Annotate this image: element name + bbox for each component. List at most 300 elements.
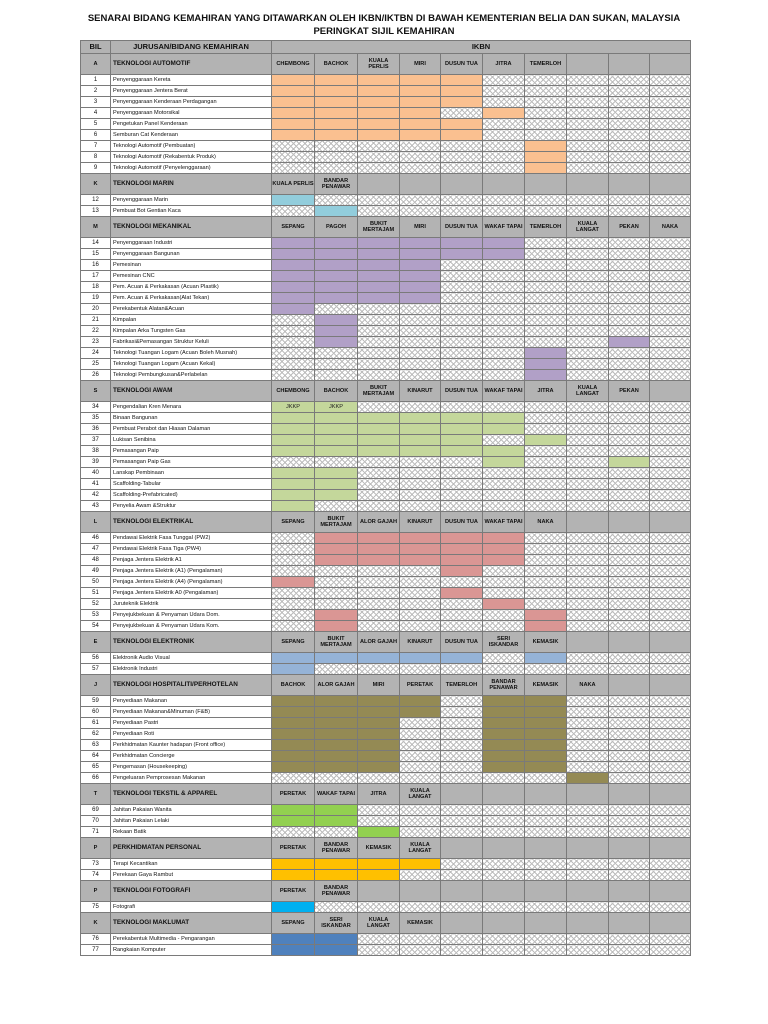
field-name: Penjaga Jentera Elektrik (A4) (Pengalaman) (111, 577, 272, 588)
not-offered-cell (483, 827, 525, 838)
table-row (81, 304, 691, 315)
not-offered-cell (650, 490, 691, 501)
row-number: 59 (81, 696, 111, 707)
institute-header: SEPANG (272, 632, 315, 653)
institute-header: SERI ISKANDAR (483, 632, 525, 653)
offered-cell (315, 293, 358, 304)
offered-cell (358, 446, 400, 457)
table-row (81, 621, 691, 632)
offered-cell (400, 707, 441, 718)
row-number: 54 (81, 621, 111, 632)
section-title: TEKNOLOGI MAKLUMAT (111, 913, 272, 934)
not-offered-cell (567, 859, 609, 870)
not-offered-cell (650, 718, 691, 729)
offered-cell (441, 130, 483, 141)
institute-header: KUALA LANGAT (400, 784, 441, 805)
not-offered-cell (609, 816, 650, 827)
page-title (0, 12, 768, 38)
offered-cell (315, 206, 358, 217)
offered-cell (441, 435, 483, 446)
not-offered-cell (400, 337, 441, 348)
not-offered-cell (525, 773, 567, 784)
not-offered-cell (650, 435, 691, 446)
not-offered-cell (567, 108, 609, 119)
field-name: Pemasangan Paip Gas (111, 457, 272, 468)
not-offered-cell (315, 152, 358, 163)
not-offered-cell (567, 206, 609, 217)
institute-header (358, 174, 400, 195)
offered-cell (315, 413, 358, 424)
not-offered-cell (525, 206, 567, 217)
table-row (81, 773, 691, 784)
not-offered-cell (315, 773, 358, 784)
field-name: Jahitan Pakaian Lelaki (111, 816, 272, 827)
offered-cell (315, 260, 358, 271)
not-offered-cell (567, 163, 609, 174)
not-offered-cell (315, 902, 358, 913)
not-offered-cell (567, 599, 609, 610)
institute-header: KEMASIK (400, 913, 441, 934)
section-title: TEKNOLOGI AWAM (111, 381, 272, 402)
institute-header: PERETAK (272, 881, 315, 902)
not-offered-cell (400, 902, 441, 913)
not-offered-cell (650, 740, 691, 751)
not-offered-cell (650, 348, 691, 359)
offered-cell (483, 740, 525, 751)
not-offered-cell (567, 402, 609, 413)
not-offered-cell (609, 238, 650, 249)
bil-header: BIL (81, 41, 111, 54)
offered-cell (483, 544, 525, 555)
not-offered-cell (609, 588, 650, 599)
offered-cell (609, 457, 650, 468)
institute-header: TEMERLOH (525, 54, 567, 75)
not-offered-cell (400, 468, 441, 479)
not-offered-cell (650, 479, 691, 490)
table-row (81, 555, 691, 566)
not-offered-cell (525, 588, 567, 599)
field-name: Teknologi Automotif (Penyelenggaraan) (111, 163, 272, 174)
not-offered-cell (525, 282, 567, 293)
not-offered-cell (650, 859, 691, 870)
section-header-row (81, 512, 691, 533)
not-offered-cell (483, 152, 525, 163)
institute-header (650, 881, 691, 902)
offered-cell (315, 707, 358, 718)
offered-cell (358, 86, 400, 97)
table-row (81, 108, 691, 119)
section-header-row (81, 881, 691, 902)
not-offered-cell (315, 664, 358, 675)
field-name: Penyelia Awam &Struktur (111, 501, 272, 512)
not-offered-cell (358, 566, 400, 577)
not-offered-cell (483, 566, 525, 577)
not-offered-cell (609, 370, 650, 381)
row-number: 39 (81, 457, 111, 468)
not-offered-cell (400, 457, 441, 468)
not-offered-cell (441, 621, 483, 632)
offered-cell (272, 653, 315, 664)
row-number: 22 (81, 326, 111, 337)
institute-header: KEMASIK (525, 675, 567, 696)
row-number: 13 (81, 206, 111, 217)
not-offered-cell (650, 805, 691, 816)
offered-cell (441, 555, 483, 566)
not-offered-cell (400, 718, 441, 729)
not-offered-cell (650, 130, 691, 141)
not-offered-cell (483, 859, 525, 870)
row-number: 3 (81, 97, 111, 108)
field-name: Teknologi Tuangan Logam (Acuan Boleh Musnah) (111, 348, 272, 359)
not-offered-cell (525, 304, 567, 315)
institute-header (650, 54, 691, 75)
offered-cell (483, 238, 525, 249)
not-offered-cell (358, 315, 400, 326)
offered-cell (483, 108, 525, 119)
table-row (81, 195, 691, 206)
row-number: 50 (81, 577, 111, 588)
not-offered-cell (567, 566, 609, 577)
offered-cell (358, 424, 400, 435)
row-number: 46 (81, 533, 111, 544)
offered-cell (272, 249, 315, 260)
institute-header (609, 838, 650, 859)
not-offered-cell (272, 588, 315, 599)
offered-cell (272, 479, 315, 490)
not-offered-cell (567, 86, 609, 97)
not-offered-cell (650, 163, 691, 174)
offered-cell (358, 238, 400, 249)
not-offered-cell (272, 533, 315, 544)
offered-cell (358, 130, 400, 141)
not-offered-cell (650, 555, 691, 566)
offered-cell (272, 130, 315, 141)
not-offered-cell (272, 610, 315, 621)
not-offered-cell (272, 773, 315, 784)
institute-header: CHEMBONG (272, 54, 315, 75)
not-offered-cell (358, 370, 400, 381)
not-offered-cell (272, 326, 315, 337)
not-offered-cell (609, 945, 650, 956)
institute-header: BANDAR PENAWAR (315, 174, 358, 195)
institute-header (650, 675, 691, 696)
not-offered-cell (567, 827, 609, 838)
institute-header (609, 881, 650, 902)
row-number: 25 (81, 359, 111, 370)
not-offered-cell (567, 152, 609, 163)
field-name: Penyediaan Roti (111, 729, 272, 740)
table-row (81, 468, 691, 479)
field-name: Perkhidmatan Concierge (111, 751, 272, 762)
offered-cell (441, 119, 483, 130)
not-offered-cell (400, 359, 441, 370)
institute-header (650, 174, 691, 195)
not-offered-cell (525, 97, 567, 108)
institute-header: NAKA (525, 512, 567, 533)
institute-header: KINARUT (400, 512, 441, 533)
not-offered-cell (525, 315, 567, 326)
institute-header: BACHOK (315, 54, 358, 75)
table-row (81, 457, 691, 468)
institute-header (400, 174, 441, 195)
offered-cell (315, 696, 358, 707)
field-name: Teknologi Automotif (Rekabentuk Produk) (111, 152, 272, 163)
offered-cell (441, 75, 483, 86)
institute-header: PERETAK (272, 838, 315, 859)
offered-cell (525, 718, 567, 729)
offered-cell (272, 424, 315, 435)
field-name: Elektronik Audio Visual (111, 653, 272, 664)
not-offered-cell (483, 664, 525, 675)
table-row (81, 260, 691, 271)
table-row (81, 740, 691, 751)
not-offered-cell (567, 805, 609, 816)
row-number: 12 (81, 195, 111, 206)
table-row (81, 945, 691, 956)
institute-header: BACHOK (315, 381, 358, 402)
table-row (81, 163, 691, 174)
offered-cell (315, 119, 358, 130)
not-offered-cell (483, 304, 525, 315)
row-number: 60 (81, 707, 111, 718)
institute-header (650, 512, 691, 533)
offered-cell (315, 271, 358, 282)
institute-header (650, 784, 691, 805)
not-offered-cell (483, 479, 525, 490)
not-offered-cell (441, 293, 483, 304)
row-number: 77 (81, 945, 111, 956)
offered-cell (400, 696, 441, 707)
table-row (81, 86, 691, 97)
not-offered-cell (525, 260, 567, 271)
field-name: Rangkaian Komputer (111, 945, 272, 956)
not-offered-cell (609, 610, 650, 621)
offered-cell (441, 544, 483, 555)
offered-cell (441, 653, 483, 664)
not-offered-cell (525, 119, 567, 130)
section-title: TEKNOLOGI FOTOGRAFI (111, 881, 272, 902)
field-name: Pemasangan Paip (111, 446, 272, 457)
table-row (81, 653, 691, 664)
not-offered-cell (650, 119, 691, 130)
not-offered-cell (525, 859, 567, 870)
not-offered-cell (272, 827, 315, 838)
not-offered-cell (650, 664, 691, 675)
not-offered-cell (441, 945, 483, 956)
not-offered-cell (400, 773, 441, 784)
not-offered-cell (441, 304, 483, 315)
not-offered-cell (567, 282, 609, 293)
row-number: 7 (81, 141, 111, 152)
institute-header: KINARUT (400, 632, 441, 653)
not-offered-cell (525, 130, 567, 141)
offered-cell (358, 108, 400, 119)
field-name: Penyenggaraan Motorsikal (111, 108, 272, 119)
not-offered-cell (609, 533, 650, 544)
not-offered-cell (315, 577, 358, 588)
institute-header: DUSUN TUA (441, 217, 483, 238)
not-offered-cell (567, 249, 609, 260)
institute-header: KUALA PERLIS (358, 54, 400, 75)
offered-cell (315, 86, 358, 97)
field-name: Pendawai Elektrik Fasa Tiga (PW4) (111, 544, 272, 555)
offered-cell (400, 413, 441, 424)
not-offered-cell (315, 501, 358, 512)
not-offered-cell (525, 293, 567, 304)
institute-header: KUALA PERLIS (272, 174, 315, 195)
not-offered-cell (609, 740, 650, 751)
not-offered-cell (650, 468, 691, 479)
institute-header: PEKAN (609, 217, 650, 238)
not-offered-cell (483, 206, 525, 217)
not-offered-cell (650, 315, 691, 326)
field-name: Elektronik Industri (111, 664, 272, 675)
not-offered-cell (441, 282, 483, 293)
not-offered-cell (483, 816, 525, 827)
row-number: 16 (81, 260, 111, 271)
offered-cell (400, 260, 441, 271)
not-offered-cell (525, 195, 567, 206)
not-offered-cell (483, 293, 525, 304)
institute-header (441, 913, 483, 934)
not-offered-cell (609, 902, 650, 913)
not-offered-cell (525, 664, 567, 675)
offered-cell (358, 97, 400, 108)
institute-header (441, 881, 483, 902)
offered-cell (441, 533, 483, 544)
offered-cell (358, 718, 400, 729)
not-offered-cell (525, 870, 567, 881)
not-offered-cell (567, 141, 609, 152)
not-offered-cell (441, 718, 483, 729)
not-offered-cell (525, 86, 567, 97)
not-offered-cell (441, 599, 483, 610)
offered-cell (441, 566, 483, 577)
not-offered-cell (525, 402, 567, 413)
institute-header: PERETAK (400, 675, 441, 696)
offered-cell (315, 870, 358, 881)
offered-cell (358, 435, 400, 446)
not-offered-cell (400, 315, 441, 326)
not-offered-cell (567, 664, 609, 675)
offered-cell (525, 762, 567, 773)
not-offered-cell (525, 555, 567, 566)
not-offered-cell (441, 490, 483, 501)
offered-cell (358, 293, 400, 304)
institute-header (650, 838, 691, 859)
not-offered-cell (441, 762, 483, 773)
not-offered-cell (650, 621, 691, 632)
not-offered-cell (272, 315, 315, 326)
not-offered-cell (650, 413, 691, 424)
not-offered-cell (609, 326, 650, 337)
not-offered-cell (358, 304, 400, 315)
offered-cell (358, 859, 400, 870)
not-offered-cell (525, 577, 567, 588)
not-offered-cell (609, 479, 650, 490)
offered-cell (483, 424, 525, 435)
section-header-row (81, 54, 691, 75)
row-number: 65 (81, 762, 111, 773)
offered-cell (315, 610, 358, 621)
institute-header (567, 838, 609, 859)
not-offered-cell (567, 97, 609, 108)
institute-header: TEMERLOH (525, 217, 567, 238)
not-offered-cell (358, 479, 400, 490)
table-row (81, 696, 691, 707)
row-number: 48 (81, 555, 111, 566)
not-offered-cell (358, 490, 400, 501)
not-offered-cell (315, 163, 358, 174)
not-offered-cell (609, 260, 650, 271)
not-offered-cell (400, 599, 441, 610)
offered-cell (525, 141, 567, 152)
not-offered-cell (400, 490, 441, 501)
not-offered-cell (441, 740, 483, 751)
offered-cell (272, 282, 315, 293)
institute-header: KEMASIK (358, 838, 400, 859)
not-offered-cell (358, 348, 400, 359)
offered-cell (358, 75, 400, 86)
offered-cell (483, 751, 525, 762)
section-title: TEKNOLOGI AUTOMOTIF (111, 54, 272, 75)
field-name: Fotografi (111, 902, 272, 913)
offered-cell (315, 337, 358, 348)
section-header-row (81, 675, 691, 696)
not-offered-cell (525, 599, 567, 610)
field-name: Rekaan Batik (111, 827, 272, 838)
offered-cell (315, 729, 358, 740)
row-number: 21 (81, 315, 111, 326)
institute-header: JITRA (358, 784, 400, 805)
offered-cell (483, 446, 525, 457)
not-offered-cell (400, 762, 441, 773)
not-offered-cell (567, 130, 609, 141)
not-offered-cell (272, 206, 315, 217)
not-offered-cell (609, 249, 650, 260)
not-offered-cell (609, 282, 650, 293)
institute-header: ALOR GAJAH (358, 512, 400, 533)
offered-cell (315, 446, 358, 457)
offered-cell (272, 97, 315, 108)
not-offered-cell (441, 141, 483, 152)
field-name: Penyenggaraan Bangunan (111, 249, 272, 260)
offered-cell (315, 490, 358, 501)
offered-cell (441, 588, 483, 599)
not-offered-cell (441, 468, 483, 479)
not-offered-cell (400, 577, 441, 588)
not-offered-cell (483, 468, 525, 479)
not-offered-cell (609, 108, 650, 119)
not-offered-cell (567, 544, 609, 555)
row-number: 63 (81, 740, 111, 751)
not-offered-cell (400, 402, 441, 413)
institute-header: KEMASIK (525, 632, 567, 653)
not-offered-cell (650, 653, 691, 664)
offered-cell (272, 75, 315, 86)
section-code: E (81, 632, 111, 653)
not-offered-cell (358, 902, 400, 913)
offered-cell (315, 468, 358, 479)
row-number: 18 (81, 282, 111, 293)
field-name: Perkhidmatan Kaunter hadapan (Front office) (111, 740, 272, 751)
institute-header: KUALA LANGAT (567, 217, 609, 238)
offered-cell (525, 653, 567, 664)
not-offered-cell (441, 195, 483, 206)
field-name: Pengetukan Panel Kenderaan (111, 119, 272, 130)
not-offered-cell (315, 359, 358, 370)
not-offered-cell (400, 740, 441, 751)
